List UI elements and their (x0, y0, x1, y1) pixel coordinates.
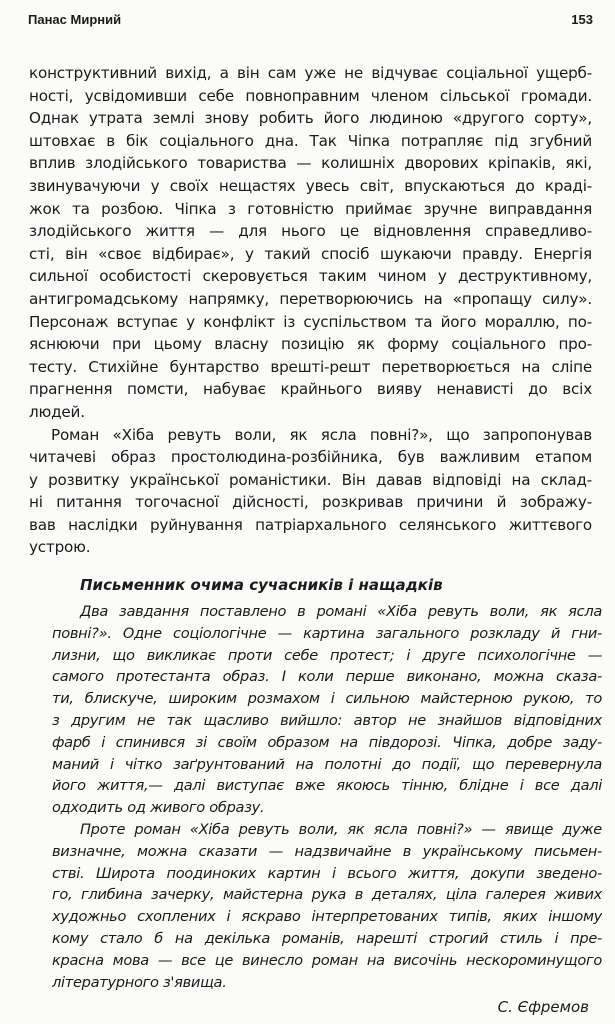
text-line: людей. (29, 402, 85, 421)
text-line: вплив злодійського товариства — колишніх дворових кріпаків, які, (29, 154, 592, 173)
text-line: його життя,— далі виступає вже якоюсь тінню, блідне і все далі (52, 777, 602, 795)
text-line: кому стало б на декілька романів, нарешті строгий стиль і пре- (52, 929, 602, 947)
text-line: літературного з'явища. (52, 973, 227, 991)
text-line: антигромадському напрямку, перетворюючись на «пропащу силу». (29, 289, 592, 308)
text-line: тесту. Стихійне бунтарство врешті-решт перетворюється на сліпе (29, 357, 592, 376)
running-header-author: Панас Мирний (28, 12, 122, 27)
text-line: одходить од живого образу. (52, 799, 265, 817)
text-line: сильної особистості скеровується таким чином у деструктивному, (29, 267, 592, 286)
main-text (29, 62, 592, 559)
text-line: конструктивний вихід, а він сам уже не відчуває соціальної ущерб- (29, 64, 592, 82)
text-line: Два завдання поставлено в романі «Хіба ревуть воли, як ясла (80, 603, 602, 620)
text-line: звинувачуючи у своїх нещастях увесь світ, впускаються до краді- (29, 176, 592, 195)
text-line: стві. Широта поодиноких картин і всього життя, докупи зведено- (52, 864, 602, 882)
text-line: штовхає в бік соціального дна. Так Чіпка потрапляє під згубний (29, 131, 592, 150)
text-line: вав наслідки руйнування патріархального селянського життєвого (29, 515, 592, 534)
text-line: читачеві образ простолюдина-розбійника, був важливим етапом (29, 448, 592, 467)
text-line: лизни, що викликає проти себе протест; і друге психологічне — (52, 646, 602, 664)
text-line: устрою. (29, 538, 91, 557)
text-line: прагнення помсти, набуває крайнього вияву ненависті до всіх (29, 380, 592, 399)
text-line: жок та розбою. Чіпка з готовністю приймає зручне виправдання (29, 199, 592, 218)
section-heading: Письменник очима сучасників і нащадків (80, 576, 443, 594)
text-line: Роман «Хіба ревуть воли, як ясла повні?», що запропонував (51, 425, 592, 444)
text-line: сті, він «своє відбирає», у такий спосіб шукаючи правду. Енергія (29, 244, 592, 263)
quote-signature: С. Єфремов (497, 998, 589, 1016)
text-line: фарб і спинився зі своїм образом на півдорозі. Чіпка, добре заду- (52, 733, 602, 751)
text-line: повні?». Одне соціологічне — картина загального розкладу й гни- (52, 624, 602, 642)
text-line: яснюючи при цьому власну позицію як форму соціального про- (29, 335, 592, 354)
text-line: го, глибина зачерку, майстерна рука в деталях, ціла галерея живих (52, 886, 602, 904)
text-line: у розвитку української романістики. Він давав відповіді на склад- (29, 470, 592, 489)
text-line: ності, усвідомивши себе повноправним членом сільської громади. (29, 86, 592, 105)
text-line: визначне, можна сказати — надзвичайне в українському письмен- (52, 842, 602, 860)
text-line: маний і чітко заґрунтований на полотні до події, що перевернула (52, 755, 602, 773)
text-line: Однак утрата землі знову робить його людиною «другого сорту», (29, 109, 592, 128)
text-line: Проте роман «Хіба ревуть воли, як ясла повні?» — явище дуже (80, 820, 602, 838)
text-line: красна мова — все це винесло роман на височінь нескороминущого (52, 951, 602, 969)
page-number: 153 (571, 12, 593, 27)
text-line: художньо схоплених і яскраво інтерпретованих типів, яких іншому (52, 908, 602, 926)
text-line: злодійського життя — для нього це відновлення справедливо- (29, 222, 592, 241)
text-line: ні питання тогочасної дійсності, розкривав причини й зображу- (29, 493, 592, 512)
text-line: ти, блискуче, широким розмахом і сильною майстерною рукою, то (52, 690, 602, 708)
critic-quote (52, 601, 602, 993)
text-line: з другим не так щасливо вийшло: автор не знайшов відповідних (52, 711, 602, 729)
text-line: Персонаж вступає у конфлікт із суспільством та його мораллю, по- (29, 312, 592, 331)
text-line: самого протестанта образ. І коли перше виконано, можна сказа- (52, 668, 602, 686)
